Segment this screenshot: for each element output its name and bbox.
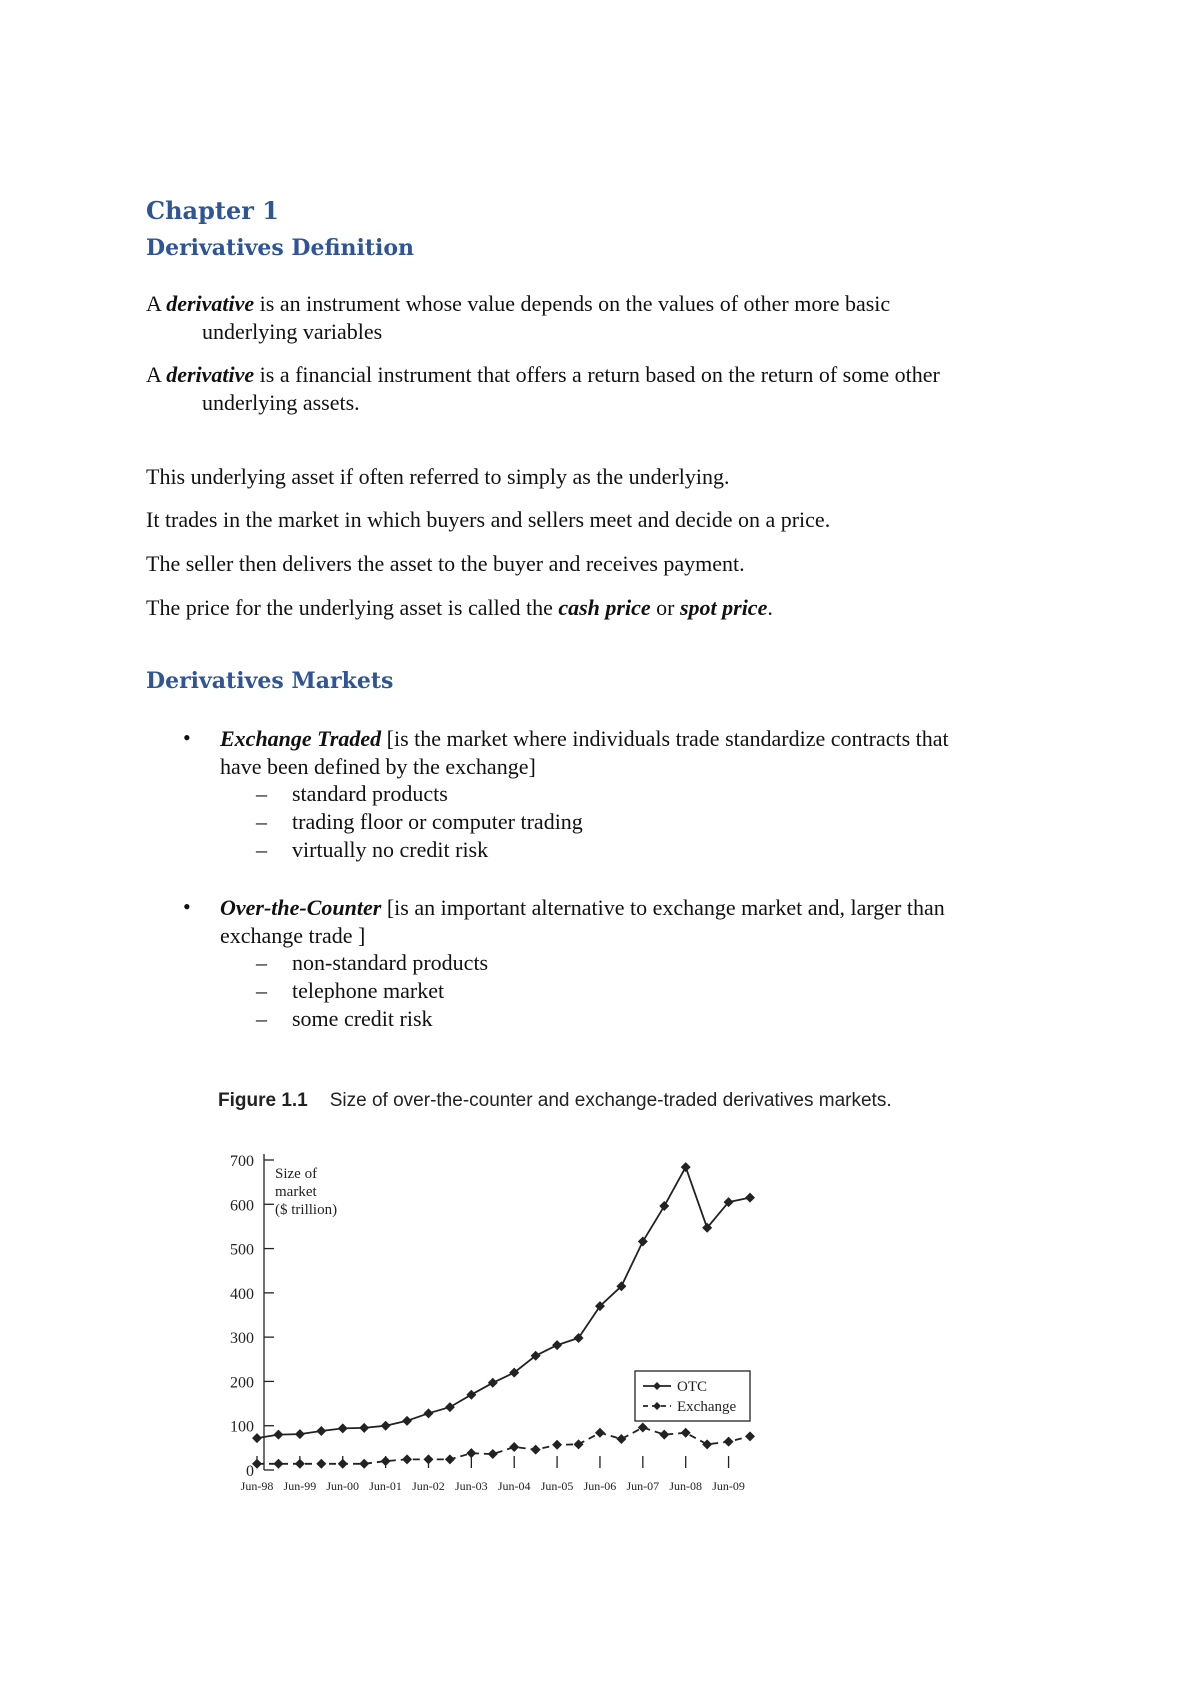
dash-icon: – [256, 1006, 267, 1031]
bullet-icon: • [183, 894, 191, 919]
term-derivative: derivative [166, 291, 255, 316]
data-point-exchange [531, 1445, 541, 1455]
figure-caption-text: Size of over-the-counter and exchange-traded derivatives markets. [329, 1090, 892, 1111]
y-axis-label: Size of [275, 1166, 318, 1182]
term-spot-price: spot price [679, 595, 768, 620]
x-tick-label: Jun-03 [455, 1479, 488, 1493]
data-point-exchange [745, 1431, 755, 1441]
section-heading-markets: Derivatives Markets [146, 668, 394, 694]
data-point-otc [338, 1423, 348, 1433]
data-point-exchange [552, 1440, 562, 1450]
data-point-otc [552, 1340, 562, 1350]
data-point-otc [574, 1333, 584, 1343]
data-point-otc [316, 1426, 326, 1436]
data-point-exchange [574, 1439, 584, 1449]
x-tick-label: Jun-05 [540, 1479, 574, 1493]
bullet-icon: • [183, 725, 191, 750]
paragraph-underlying: This underlying asset if often referred to simply as the underlying. [146, 464, 730, 489]
text-continuation: underlying assets. [202, 390, 360, 415]
sub-item: standard products [292, 781, 448, 806]
x-tick-label: Jun-99 [283, 1479, 317, 1493]
dash-icon: – [256, 837, 267, 862]
data-point-otc [402, 1416, 412, 1426]
sub-item: some credit risk [292, 1006, 433, 1031]
text-continuation: exchange trade ] [220, 923, 366, 948]
paragraph-delivery: The seller then delivers the asset to the buyer and receives payment. [146, 551, 745, 576]
data-point-exchange [359, 1459, 369, 1469]
sub-item: virtually no credit risk [292, 837, 489, 862]
data-point-otc [423, 1408, 433, 1418]
y-tick-label: 200 [230, 1374, 254, 1392]
text: The price for the underlying asset is called the [146, 595, 559, 620]
series-line-exchange [257, 1428, 750, 1464]
data-point-otc [273, 1430, 283, 1440]
data-point-exchange [381, 1456, 391, 1466]
data-point-exchange [402, 1454, 412, 1464]
data-point-exchange [273, 1459, 283, 1469]
x-tick-label: Jun-04 [497, 1479, 531, 1493]
y-tick-label: 600 [230, 1197, 254, 1215]
data-point-exchange [423, 1454, 433, 1464]
data-point-exchange [595, 1428, 605, 1438]
legend-label-otc: OTC [677, 1379, 707, 1395]
data-point-exchange [445, 1454, 455, 1464]
y-tick-label: 500 [230, 1241, 254, 1259]
data-point-exchange [702, 1439, 712, 1449]
paragraph-market: It trades in the market in which buyers and sellers meet and decide on a price. [146, 507, 831, 532]
dash-icon: – [256, 781, 267, 806]
dash-icon: – [256, 950, 267, 975]
data-point-exchange [488, 1449, 498, 1459]
x-tick-label: Jun-08 [669, 1479, 703, 1493]
legend-label-exchange: Exchange [677, 1399, 737, 1415]
data-point-exchange [295, 1459, 305, 1469]
data-point-exchange [316, 1459, 326, 1469]
data-point-otc [745, 1193, 755, 1203]
text: is an instrument whose value depends on the values of other more basic [254, 291, 891, 316]
x-tick-label: Jun-07 [626, 1479, 660, 1493]
data-point-otc [445, 1402, 455, 1412]
data-point-otc [659, 1201, 669, 1211]
text: is a financial instrument that offers a return based on the return of some other [254, 362, 940, 387]
term-exchange-traded: Exchange Traded [220, 726, 382, 751]
text: [is the market where individuals trade standardize contracts that [381, 726, 949, 751]
sub-item: trading floor or computer trading [292, 809, 583, 834]
sub-item: telephone market [292, 978, 445, 1003]
data-point-otc [466, 1390, 476, 1400]
data-point-otc [488, 1378, 498, 1388]
chapter-heading: Chapter 1 [146, 196, 279, 225]
data-point-exchange [338, 1459, 348, 1469]
text: [is an important alternative to exchange market and, larger than [381, 895, 945, 920]
text: A [146, 291, 167, 316]
text: A [146, 362, 167, 387]
data-point-exchange [659, 1430, 669, 1440]
data-point-exchange [681, 1428, 691, 1438]
y-tick-label: 100 [230, 1418, 254, 1436]
term-derivative: derivative [166, 362, 255, 387]
y-tick-label: 700 [230, 1153, 254, 1170]
y-axis-label: ($ trillion) [275, 1202, 338, 1218]
term-cash-price: cash price [558, 595, 651, 620]
x-tick-label: Jun-00 [326, 1479, 360, 1493]
data-point-otc [295, 1429, 305, 1439]
section-heading-definition: Derivatives Definition [146, 235, 415, 261]
text-continuation: have been defined by the exchange] [220, 754, 536, 779]
data-point-otc [681, 1162, 691, 1172]
data-point-exchange [509, 1442, 519, 1452]
y-axis-label: market [275, 1184, 317, 1200]
term-over-the-counter: Over-the-Counter [220, 895, 382, 920]
sub-item: non-standard products [292, 950, 489, 975]
data-point-exchange [616, 1434, 626, 1444]
data-point-otc [359, 1423, 369, 1433]
y-tick-label: 400 [230, 1285, 254, 1303]
data-point-exchange [638, 1422, 648, 1432]
x-tick-label: Jun-09 [712, 1479, 745, 1493]
x-tick-label: Jun-01 [369, 1479, 402, 1493]
y-tick-label: 0 [246, 1463, 254, 1480]
data-point-exchange [466, 1448, 476, 1458]
data-point-exchange [724, 1437, 734, 1447]
y-tick-label: 300 [230, 1330, 254, 1348]
data-point-otc [638, 1236, 648, 1246]
dash-icon: – [256, 978, 267, 1003]
text: . [767, 595, 773, 620]
x-tick-label: Jun-02 [412, 1479, 445, 1493]
text: or [650, 595, 680, 620]
text-continuation: underlying variables [202, 319, 383, 344]
figure-label: Figure 1.1 [218, 1090, 308, 1111]
dash-icon: – [256, 809, 267, 834]
x-tick-label: Jun-98 [240, 1479, 274, 1493]
x-tick-label: Jun-06 [583, 1479, 617, 1493]
data-point-otc [381, 1421, 391, 1431]
